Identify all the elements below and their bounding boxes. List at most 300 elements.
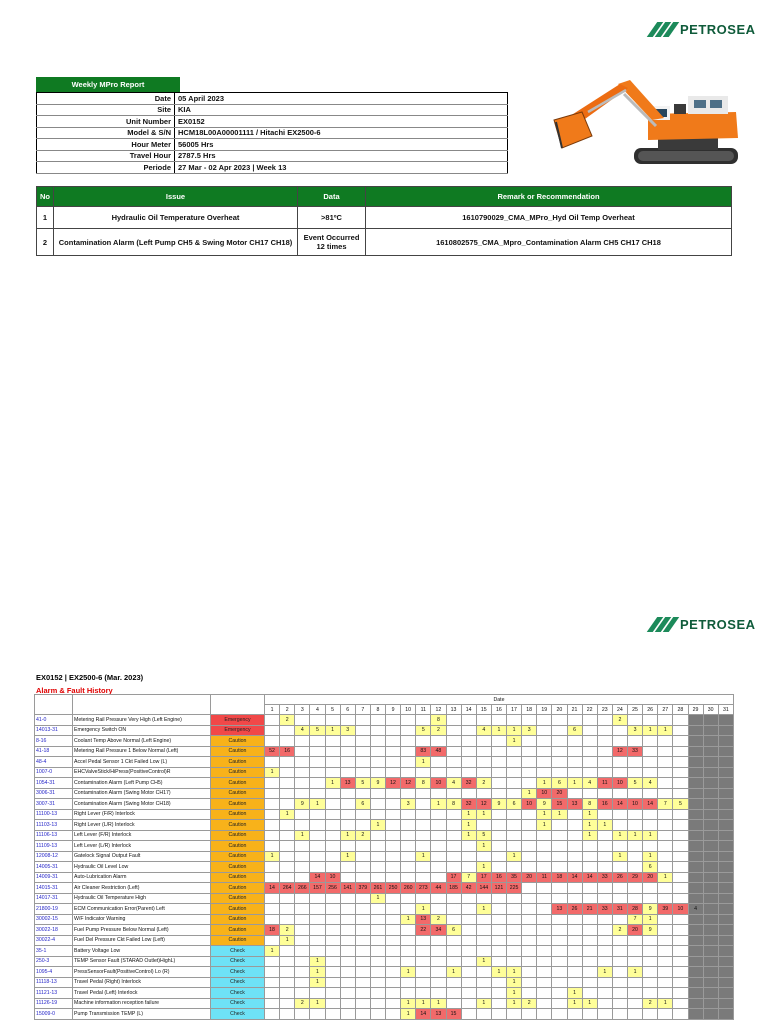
alarm-count-cell [491, 904, 506, 915]
alarm-description: Fuel Pump Pressure Below Normal (Left) [73, 925, 211, 936]
alarm-count-cell: 1 [628, 830, 643, 841]
alarm-count-cell: 1 [310, 998, 325, 1009]
alarm-count-cell: 18 [552, 872, 567, 883]
alarm-level-badge: Check [211, 998, 265, 1009]
alarm-count-cell [355, 956, 370, 967]
alarm-count-cell: 1 [265, 946, 280, 957]
alarm-count-cell [582, 935, 597, 946]
alarm-count-cell [491, 925, 506, 936]
alarm-count-cell [355, 967, 370, 978]
alarm-count-cell [688, 767, 703, 778]
alarm-code: 14009-31 [35, 872, 73, 883]
alarm-count-cell [340, 820, 355, 831]
alarm-row [35, 841, 734, 852]
alarm-count-cell [325, 1009, 340, 1020]
alarm-row [35, 725, 734, 736]
alarm-count-cell: 1 [582, 809, 597, 820]
alarm-count-cell [340, 988, 355, 999]
alarm-count-cell [295, 935, 310, 946]
issue-text: Contamination Alarm (Left Pump CH5 & Swing Motor CH17 CH18) [54, 229, 298, 256]
alarm-count-cell: 1 [431, 998, 446, 1009]
alarm-count-cell [491, 830, 506, 841]
alarm-row [35, 799, 734, 810]
alarm-count-cell: 1 [370, 820, 385, 831]
alarm-count-cell: 1 [643, 725, 658, 736]
alarm-count-cell [507, 904, 522, 915]
alarm-count-cell [386, 767, 401, 778]
alarm-count-cell [295, 841, 310, 852]
alarm-count-cell: 8 [582, 799, 597, 810]
alarm-count-cell [461, 757, 476, 768]
alarm-count-cell [370, 736, 385, 747]
alarm-count-cell [370, 925, 385, 936]
alarm-count-cell: 379 [355, 883, 370, 894]
alarm-count-cell: 1 [446, 967, 461, 978]
info-value: 56005 Hrs [175, 139, 508, 151]
alarm-count-cell [552, 893, 567, 904]
alarm-count-cell [491, 851, 506, 862]
alarm-count-cell [597, 998, 612, 1009]
alarm-count-cell [658, 778, 673, 789]
alarm-count-cell [537, 1009, 552, 1020]
alarm-count-cell [658, 809, 673, 820]
alarm-count-cell [507, 778, 522, 789]
alarm-count-cell [340, 746, 355, 757]
alarm-count-cell: 260 [401, 883, 416, 894]
alarm-count-cell [461, 977, 476, 988]
alarm-count-cell [718, 715, 733, 726]
alarm-count-cell [325, 893, 340, 904]
alarm-count-cell [567, 946, 582, 957]
alarm-count-cell [280, 799, 295, 810]
alarm-count-cell: 1 [416, 998, 431, 1009]
alarm-count-cell [295, 746, 310, 757]
alarm-row [35, 788, 734, 799]
alarm-count-cell [416, 935, 431, 946]
alarm-count-cell [612, 893, 627, 904]
alarm-count-cell [446, 725, 461, 736]
alarm-count-cell [340, 736, 355, 747]
alarm-count-cell [658, 788, 673, 799]
alarm-count-cell [280, 872, 295, 883]
alarm-description: Hydraulic Oil Level Low [73, 862, 211, 873]
alarm-count-cell [507, 862, 522, 873]
alarm-count-cell: 4 [582, 778, 597, 789]
alarm-count-cell [703, 967, 718, 978]
alarm-level-badge: Check [211, 956, 265, 967]
alarm-count-cell [416, 715, 431, 726]
alarm-row [35, 893, 734, 904]
alarm-count-cell [325, 967, 340, 978]
alarm-count-cell [431, 809, 446, 820]
alarm-count-cell [582, 841, 597, 852]
alarm-count-cell [552, 736, 567, 747]
alarm-count-cell: 1 [476, 841, 491, 852]
alarm-count-cell [658, 830, 673, 841]
alarm-count-cell [597, 746, 612, 757]
alarm-count-cell: 5 [628, 778, 643, 789]
day-header: 11 [416, 705, 431, 715]
alarm-count-cell [612, 988, 627, 999]
alarm-count-cell [507, 757, 522, 768]
alarm-count-cell [295, 778, 310, 789]
alarm-count-cell: 9 [643, 925, 658, 936]
alarm-count-cell [522, 935, 537, 946]
alarm-count-cell [612, 809, 627, 820]
alarm-count-cell [265, 1009, 280, 1020]
alarm-count-cell: 1 [401, 914, 416, 925]
alarm-level-badge: Caution [211, 788, 265, 799]
alarm-count-cell [476, 925, 491, 936]
alarm-count-cell [340, 757, 355, 768]
issue-data: >81ºC [298, 207, 366, 229]
alarm-count-cell [658, 893, 673, 904]
alarm-count-cell [476, 946, 491, 957]
alarm-count-cell [552, 862, 567, 873]
alarm-count-cell [431, 788, 446, 799]
alarm-description: PressSensorFault(PositiveControl) Lo (R) [73, 967, 211, 978]
alarm-description: W/F Indicator Warning [73, 914, 211, 925]
alarm-count-cell: 14 [643, 799, 658, 810]
day-header: 18 [522, 705, 537, 715]
alarm-count-cell [552, 830, 567, 841]
alarm-count-cell: 1 [582, 820, 597, 831]
alarm-count-cell: 1 [476, 956, 491, 967]
alarm-count-cell [386, 725, 401, 736]
alarm-count-cell [401, 767, 416, 778]
alarm-count-cell [340, 977, 355, 988]
alarm-count-cell [673, 914, 688, 925]
alarm-header-blank [73, 695, 211, 715]
alarm-count-cell: 12 [612, 746, 627, 757]
alarm-count-cell: 2 [280, 715, 295, 726]
alarm-count-cell: 9 [295, 799, 310, 810]
alarm-count-cell [461, 904, 476, 915]
alarm-count-cell: 256 [325, 883, 340, 894]
alarm-count-cell [265, 736, 280, 747]
alarm-code: 1095-4 [35, 967, 73, 978]
alarm-count-cell [567, 883, 582, 894]
alarm-count-cell: 9 [491, 799, 506, 810]
alarm-count-cell [537, 904, 552, 915]
alarm-count-cell [522, 977, 537, 988]
alarm-count-cell [718, 977, 733, 988]
alarm-count-cell: 121 [491, 883, 506, 894]
info-label: Periode [37, 162, 175, 174]
alarm-count-cell: 32 [461, 778, 476, 789]
alarm-count-cell: 5 [310, 725, 325, 736]
alarm-row [35, 956, 734, 967]
alarm-count-cell: 1 [537, 820, 552, 831]
alarm-count-cell [431, 841, 446, 852]
alarm-count-cell: 35 [507, 872, 522, 883]
alarm-code: 14013-31 [35, 725, 73, 736]
alarm-count-cell [355, 841, 370, 852]
alarm-count-cell: 16 [280, 746, 295, 757]
alarm-count-cell [612, 788, 627, 799]
alarm-count-cell [401, 851, 416, 862]
alarm-count-cell [325, 914, 340, 925]
alarm-count-cell: 1 [643, 851, 658, 862]
alarm-count-cell [552, 883, 567, 894]
alarm-count-cell: 5 [476, 830, 491, 841]
alarm-count-cell [643, 841, 658, 852]
alarm-count-cell [280, 956, 295, 967]
excavator-image [548, 76, 744, 174]
alarm-count-cell: 1 [507, 725, 522, 736]
alarm-count-cell [340, 841, 355, 852]
alarm-count-cell [355, 851, 370, 862]
alarm-count-cell [265, 998, 280, 1009]
alarm-count-cell [476, 788, 491, 799]
alarm-level-badge: Caution [211, 736, 265, 747]
alarm-count-cell [522, 904, 537, 915]
alarm-count-cell [537, 988, 552, 999]
alarm-count-cell [597, 988, 612, 999]
alarm-count-cell [401, 820, 416, 831]
alarm-count-cell [688, 862, 703, 873]
alarm-count-cell [416, 820, 431, 831]
alarm-count-cell [295, 988, 310, 999]
info-row [37, 139, 508, 151]
alarm-count-cell [340, 788, 355, 799]
alarm-count-cell [491, 778, 506, 789]
alarm-count-cell [386, 977, 401, 988]
alarm-count-cell: 1 [567, 988, 582, 999]
alarm-count-cell [522, 862, 537, 873]
alarm-count-cell [295, 820, 310, 831]
alarm-count-cell [522, 778, 537, 789]
alarm-code: 11106-13 [35, 830, 73, 841]
alarm-count-cell: 1 [461, 820, 476, 831]
alarm-count-cell [658, 914, 673, 925]
alarm-count-cell [673, 988, 688, 999]
alarm-count-cell [370, 757, 385, 768]
alarm-count-cell: 144 [476, 883, 491, 894]
alarm-count-cell [370, 715, 385, 726]
alarm-count-cell [522, 956, 537, 967]
alarm-count-cell [582, 851, 597, 862]
alarm-count-cell [416, 830, 431, 841]
alarm-count-cell [295, 862, 310, 873]
alarm-count-cell: 14 [582, 872, 597, 883]
alarm-level-badge: Caution [211, 820, 265, 831]
alarm-count-cell [340, 998, 355, 1009]
alarm-count-cell [431, 935, 446, 946]
alarm-count-cell [703, 820, 718, 831]
alarm-count-cell [628, 715, 643, 726]
alarm-count-cell [582, 862, 597, 873]
info-row [37, 150, 508, 162]
alarm-count-cell: 14 [265, 883, 280, 894]
alarm-count-cell [431, 851, 446, 862]
alarm-code: 11121-13 [35, 988, 73, 999]
alarm-count-cell: 26 [567, 904, 582, 915]
alarm-count-cell [280, 830, 295, 841]
alarm-count-cell [537, 851, 552, 862]
alarm-count-cell [643, 820, 658, 831]
alarm-count-cell [522, 1009, 537, 1020]
alarm-count-cell [295, 809, 310, 820]
alarm-count-cell [310, 757, 325, 768]
alarm-count-cell [340, 904, 355, 915]
alarm-count-cell [552, 1009, 567, 1020]
day-header: 3 [295, 705, 310, 715]
alarm-count-cell: 1 [340, 830, 355, 841]
alarm-count-cell [446, 820, 461, 831]
alarm-count-cell [612, 725, 627, 736]
alarm-count-cell: 26 [612, 872, 627, 883]
alarm-count-cell: 1 [612, 830, 627, 841]
alarm-count-cell [476, 1009, 491, 1020]
alarm-count-cell: 9 [370, 778, 385, 789]
alarm-count-cell [476, 914, 491, 925]
alarm-count-cell [718, 883, 733, 894]
alarm-count-cell [688, 914, 703, 925]
alarm-count-cell [280, 977, 295, 988]
alarm-count-cell: 1 [476, 862, 491, 873]
day-header: 13 [446, 705, 461, 715]
alarm-count-cell [340, 925, 355, 936]
alarm-count-cell: 1 [507, 998, 522, 1009]
alarm-count-cell [703, 851, 718, 862]
alarm-count-cell: 5 [355, 778, 370, 789]
alarm-code: 1054-31 [35, 778, 73, 789]
alarm-count-cell [491, 767, 506, 778]
alarm-count-cell [703, 977, 718, 988]
alarm-count-cell [295, 893, 310, 904]
alarm-count-cell: 1 [507, 977, 522, 988]
alarm-count-cell: 13 [552, 904, 567, 915]
alarm-count-cell [567, 862, 582, 873]
alarm-count-cell [370, 809, 385, 820]
alarm-count-cell [265, 956, 280, 967]
alarm-count-cell [658, 757, 673, 768]
alarm-count-cell [567, 757, 582, 768]
alarm-count-cell [658, 988, 673, 999]
alarm-count-cell [265, 988, 280, 999]
alarm-count-cell [703, 893, 718, 904]
alarm-count-cell: 1 [416, 851, 431, 862]
alarm-count-cell [340, 872, 355, 883]
alarm-count-cell [612, 935, 627, 946]
alarm-count-cell [688, 1009, 703, 1020]
alarm-code: 14017-31 [35, 893, 73, 904]
alarm-count-cell [537, 746, 552, 757]
alarm-count-cell [446, 998, 461, 1009]
alarm-count-cell [703, 914, 718, 925]
alarm-count-cell [582, 946, 597, 957]
alarm-count-cell [537, 767, 552, 778]
alarm-count-cell: 2 [476, 778, 491, 789]
alarm-count-cell: 8 [416, 778, 431, 789]
alarm-row [35, 809, 734, 820]
alarm-count-cell: 1 [643, 914, 658, 925]
alarm-level-badge: Caution [211, 809, 265, 820]
alarm-description: Contamination Alarm (Swing Motor CH17) [73, 788, 211, 799]
alarm-count-cell [673, 830, 688, 841]
alarm-description: Metering Rail Pressure Very High (Left Engine) [73, 715, 211, 726]
alarm-count-cell [628, 1009, 643, 1020]
alarm-count-cell [476, 736, 491, 747]
alarm-count-cell [401, 977, 416, 988]
alarm-count-cell [703, 746, 718, 757]
alarm-count-cell [718, 925, 733, 936]
alarm-count-cell [295, 872, 310, 883]
alarm-count-cell [612, 820, 627, 831]
day-header: 30 [703, 705, 718, 715]
alarm-count-cell [476, 893, 491, 904]
alarm-count-cell [658, 935, 673, 946]
info-value: 2787.5 Hrs [175, 150, 508, 162]
alarm-count-cell [703, 788, 718, 799]
alarm-count-cell: 157 [310, 883, 325, 894]
alarm-header-blank [35, 695, 73, 715]
alarm-count-cell [628, 893, 643, 904]
alarm-count-cell [688, 841, 703, 852]
alarm-count-cell [612, 862, 627, 873]
alarm-count-cell: 32 [461, 799, 476, 810]
alarm-count-cell [431, 862, 446, 873]
alarm-count-cell [643, 746, 658, 757]
alarm-count-cell [446, 935, 461, 946]
alarm-count-cell [325, 809, 340, 820]
alarm-description: Left Lever (L/R) Interlock [73, 841, 211, 852]
alarm-count-cell [688, 851, 703, 862]
alarm-count-cell [567, 925, 582, 936]
alarm-count-cell [628, 820, 643, 831]
alarm-count-cell [461, 788, 476, 799]
alarm-count-cell [280, 736, 295, 747]
alarm-count-cell [431, 757, 446, 768]
alarm-row [35, 988, 734, 999]
issue-remark: 1610790029_CMA_MPro_Hyd Oil Temp Overheat [366, 207, 732, 229]
alarm-count-cell: 1 [476, 998, 491, 1009]
alarm-count-cell [612, 736, 627, 747]
alarm-count-cell: 1 [295, 830, 310, 841]
alarm-count-cell: 14 [310, 872, 325, 883]
alarm-code: 21800-19 [35, 904, 73, 915]
alarm-count-cell [658, 883, 673, 894]
day-header: 15 [476, 705, 491, 715]
alarm-count-cell: 5 [673, 799, 688, 810]
alarm-count-cell [491, 788, 506, 799]
alarm-count-cell: 1 [491, 967, 506, 978]
alarm-count-cell [280, 967, 295, 978]
alarm-count-cell [537, 914, 552, 925]
alarm-count-cell [597, 767, 612, 778]
alarm-count-cell [703, 841, 718, 852]
alarm-count-cell: 185 [446, 883, 461, 894]
alarm-count-cell [658, 767, 673, 778]
alarm-count-cell [401, 736, 416, 747]
alarm-fault-history-table [34, 694, 734, 1020]
alarm-count-cell [295, 967, 310, 978]
alarm-count-cell [280, 914, 295, 925]
alarm-count-cell [718, 872, 733, 883]
alarm-count-cell [461, 715, 476, 726]
alarm-count-cell [522, 746, 537, 757]
alarm-count-cell [658, 862, 673, 873]
alarm-count-cell [370, 799, 385, 810]
alarm-count-cell [386, 872, 401, 883]
alarm-count-cell: 15 [446, 1009, 461, 1020]
alarm-level-badge: Caution [211, 904, 265, 915]
logo-mark-icon [652, 22, 674, 37]
alarm-count-cell [567, 715, 582, 726]
alarm-count-cell [416, 956, 431, 967]
day-header: 31 [718, 705, 733, 715]
